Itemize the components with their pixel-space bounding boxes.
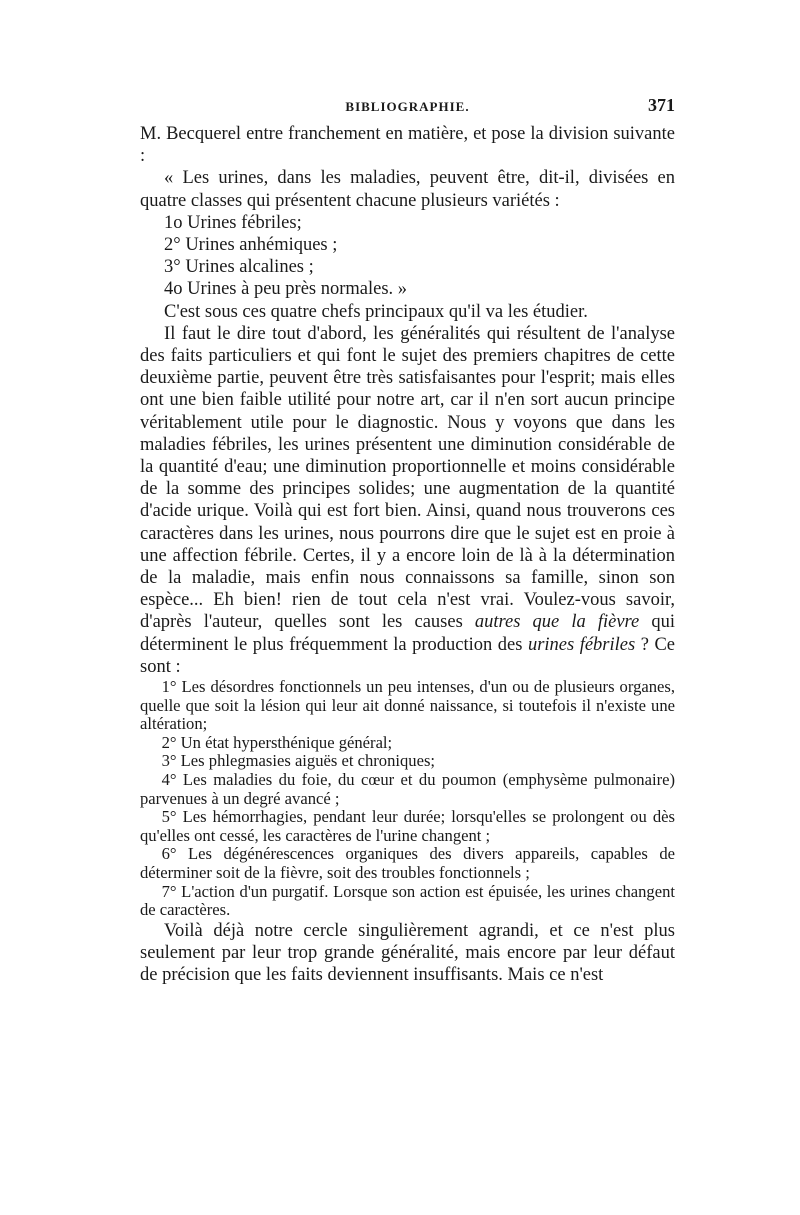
list-item-4: 4o Urines à peu près normales. » xyxy=(164,279,408,300)
paragraph-intro: M. Becquerel entre franchement en matière, et pose la division suivante : xyxy=(140,124,675,167)
analysis-text-end: ? Ce sont : xyxy=(140,634,675,677)
list-item-2: 2° Urines anhémiques ; xyxy=(164,235,338,256)
cause-item-3: 3° Les phlegmasies aiguës et chroniques; xyxy=(161,751,436,771)
paragraph-conclusion: Voilà déjà notre cercle singulièrement agrandi, et ce n'est plus seulement par leur trop grande généralité, mais encore par leur défaut de précision que les faits deviennent insuffisants. Mais ce n'est xyxy=(140,920,675,986)
analysis-text-mid: qui déterminent le plus fréquemment la production des xyxy=(140,612,676,655)
paragraph-analysis xyxy=(140,323,675,678)
running-head: BIBLIOGRAPHIE. xyxy=(345,99,470,114)
closing-text xyxy=(140,920,675,987)
cause-item-6: 6° Les dégénérescences organiques des divers appareils, capables de déterminer soit de la fièvre, soit des troubles fonctionnels ; xyxy=(140,844,675,883)
cause-item-4: 4° Les maladies du foie, du cœur et du poumon (emphysème pulmonaire) parvenues à un degré avancé ; xyxy=(140,770,675,808)
italic-urines-febriles: urines fébriles xyxy=(527,634,636,655)
causes-list xyxy=(140,678,675,920)
cause-item-5: 5° Les hémorrhagies, pendant leur durée; lorsqu'elles se prolongent ou dès qu'elles ont cessé, les caractères de l'urine changent ; xyxy=(140,807,675,845)
page-number: 371 xyxy=(648,95,675,115)
paragraph-quote: « Les urines, dans les maladies, peuvent être, dit-il, divisées en quatre classes qui présentent chacune plusieurs variétés : xyxy=(140,168,675,211)
cause-item-7: 7° L'action d'un purgatif. Lorsque son action est épuisée, les urines changent de caractères. xyxy=(140,881,675,920)
main-text xyxy=(140,123,675,678)
paragraph-chefs: C'est sous ces quatre chefs principaux qu'il va les étudier. xyxy=(164,301,588,322)
list-item-3: 3° Urines alcalines ; xyxy=(164,257,314,278)
analysis-text: Il faut le dire tout d'abord, les généralités qui résultent de l'analyse des faits particuliers et qui font le sujet des premiers chapitres de cette deuxième partie, peuvent être très satisfaisantes pour l'esprit; mais elles ont une bien faible utilité pour notre art, car il n'en sort aucun principe véritablement utile pour le diagnostic. Nous y voyons que dans les maladies fébriles, les urines présentent une diminution considérable de la quantité d'eau; une diminution proportionnelle et moins considérable de la somme des principes solides; une augmentation de la quantité d'acide urique. Voilà qui est fort bien. Ainsi, quand nous trouverons ces caractères dans les urines, nous pourrons dire que le sujet est en proie à une affection fébrile. Certes, il y a encore loin de là à la détermination de la maladie, mais enfin nous connaissons sa famille, sinon son espèce... Eh bien! rien de tout cela n'est vrai. Voulez-vous savoir, d'après l'auteur, quelles sont les causes xyxy=(140,323,675,633)
cause-item-2: 2° Un état hypersthénique général; xyxy=(161,732,393,752)
italic-autres-que-la-fievre: autres que la fièvre xyxy=(474,612,640,633)
list-item-1: 1o Urines fébriles; xyxy=(164,212,302,233)
cause-item-1: 1° Les désordres fonctionnels un peu intenses, d'un ou de plusieurs organes, quelle que soit la lésion qui leur ait donné naissance, si toutefois il n'existe une altération; xyxy=(140,677,675,734)
book-page xyxy=(140,95,675,986)
page-header xyxy=(140,95,675,123)
